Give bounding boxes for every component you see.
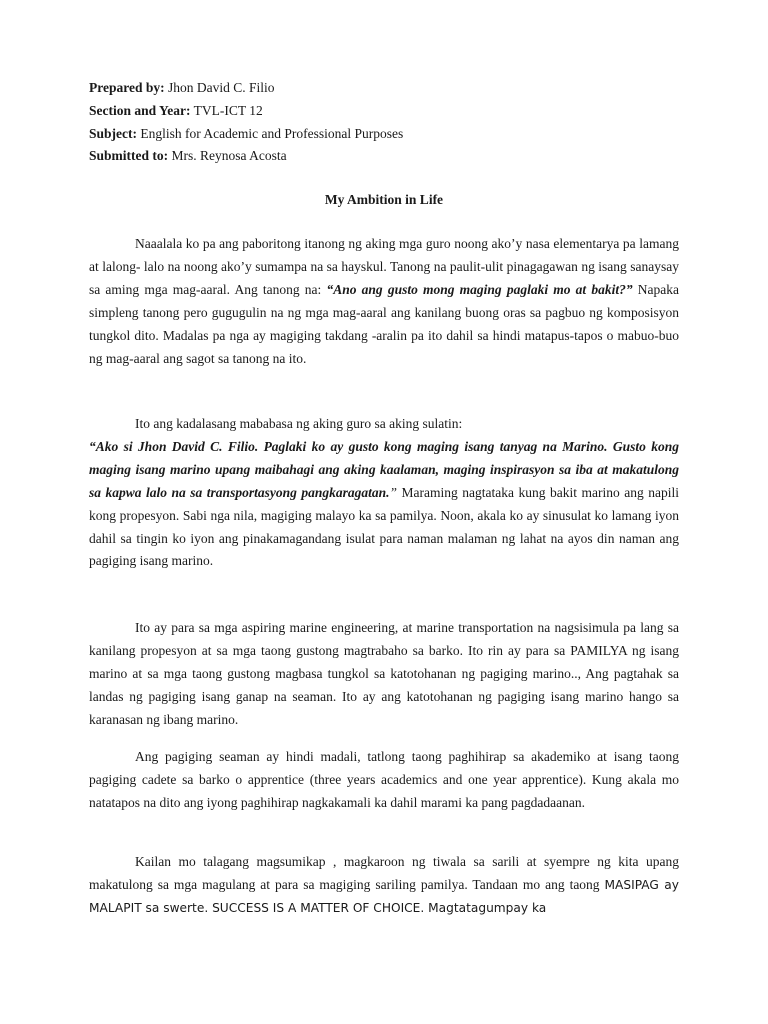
paragraph-1-text-b: Napaka simpleng tanong pero gugugulin na ng mga mag-aaral ang kanilang buong oras sa pagbuo ng komposisyon tungkol dito. Madalas pa nga ay magiging takdang -aralin pa ito dahil sa hindi matapus-tapos o mabuo-buo ng mag-aaral ang sagot sa tanong na ito. (89, 281, 679, 366)
paragraph-1-text-a: Naaalala ko pa ang paboritong itanong ng aking mga guro noong ako’y nasa elementarya pa lamang at lalong- lalo na noong ako’y sumampa na sa hayskul. Tanong na paulit-ulit pinagagawan ng isang sanaysay sa aming mga mag-aaral. Ang tanong na: (89, 236, 679, 297)
submitted-to-line (89, 145, 679, 168)
paragraph-5-text-a: Kailan mo talagang magsumikap , magkaroon ng tiwala sa sarili at syempre ng kita upang makatulong sa mga magulang at para sa magiging sariling pamilya. Tandaan mo ang taong (89, 854, 679, 892)
prepared-by-line (89, 77, 679, 100)
paragraph-5-caps-text: MASIPAG ay MALAPIT sa swerte. SUCCESS IS A MATTER OF CHOICE. Magtatagumpay ka (89, 877, 679, 915)
prepared-by-value: Jhon David C. Filio (164, 80, 275, 95)
paragraph-1-question: “Ano ang gusto mong maging paglaki mo at bakit?” (326, 281, 633, 297)
paragraph-3-text: Ito ay para sa mga aspiring marine engineering, at marine transportation na nagsisimula pa lang sa kanilang propesyon at sa mga taong gustong magtrabaho sa barko. Ito rin ay para sa PAMILYA ng isang marino at sa mga taong gustong magbasa tungkol sa katotohanan ng pagiging marino.., Ang pagtahak sa landas ng pagiging isang ganap na seaman. Ito ay ang katotohanan ng pagiging isang marino hango sa karanasan ng ibang marino. (89, 620, 679, 727)
essay-title: My Ambition in Life (324, 192, 444, 207)
submitted-to-value: Mrs. Reynosa Acosta (168, 148, 287, 164)
paragraph-2-text: Maraming nagtataka kung bakit marino ang napili kong propesyon. Sabi nga nila, magiging malayo ka sa pamilya. Noon, akala ko ay sinusulat ko lamang iyon dahil sa tingin ko iyon ang pinakamagandang isulat para naman malaman ng lahat na ayos din naman ang pagiging isang marino. (89, 484, 679, 569)
paragraph-4-text: Ang pagiging seaman ay hindi madali, tatlong taong paghihirap sa akademiko at isang taong pagiging cadete sa barko o apprentice (three years academics and one year apprentice). Kung akala mo natatapos na dito ang iyong paghihirap nagkakamali ka dahil marami ka pang pagdadaanan. (89, 749, 679, 810)
paragraph-2-quote: “Ako si Jhon David C. Filio. Paglaki ko ay gusto kong maging isang tanyag na Marino. Gusto kong maging isang marino upang maibahagi ang aking kaalaman, maging inspirasyon sa iba at makatulong sa kapwa lalo na sa transportasyong pangkaragatan. (89, 438, 679, 500)
paragraph-1 (89, 233, 679, 370)
paragraph-5 (89, 851, 679, 920)
subject-line (89, 123, 679, 146)
paragraph-2-intro: Ito ang kadalasang mababasa ng aking guro sa aking sulatin: (135, 416, 463, 431)
section-year-label: Section and Year: (89, 102, 191, 118)
section-year-line (89, 100, 679, 123)
prepared-by-label: Prepared by: (89, 80, 165, 95)
paragraph-2 (89, 413, 679, 573)
document-page (89, 0, 679, 1024)
section-year-value: TVL-ICT 12 (190, 102, 263, 118)
paragraph-2-quote-close: ” (389, 484, 397, 500)
submitted-to-label: Submitted to: (89, 148, 169, 164)
paragraph-4 (89, 746, 679, 815)
subject-label: Subject: (89, 125, 137, 141)
subject-value: English for Academic and Professional Purposes (137, 125, 404, 141)
document-header (89, 77, 679, 168)
paragraph-3 (89, 617, 679, 732)
